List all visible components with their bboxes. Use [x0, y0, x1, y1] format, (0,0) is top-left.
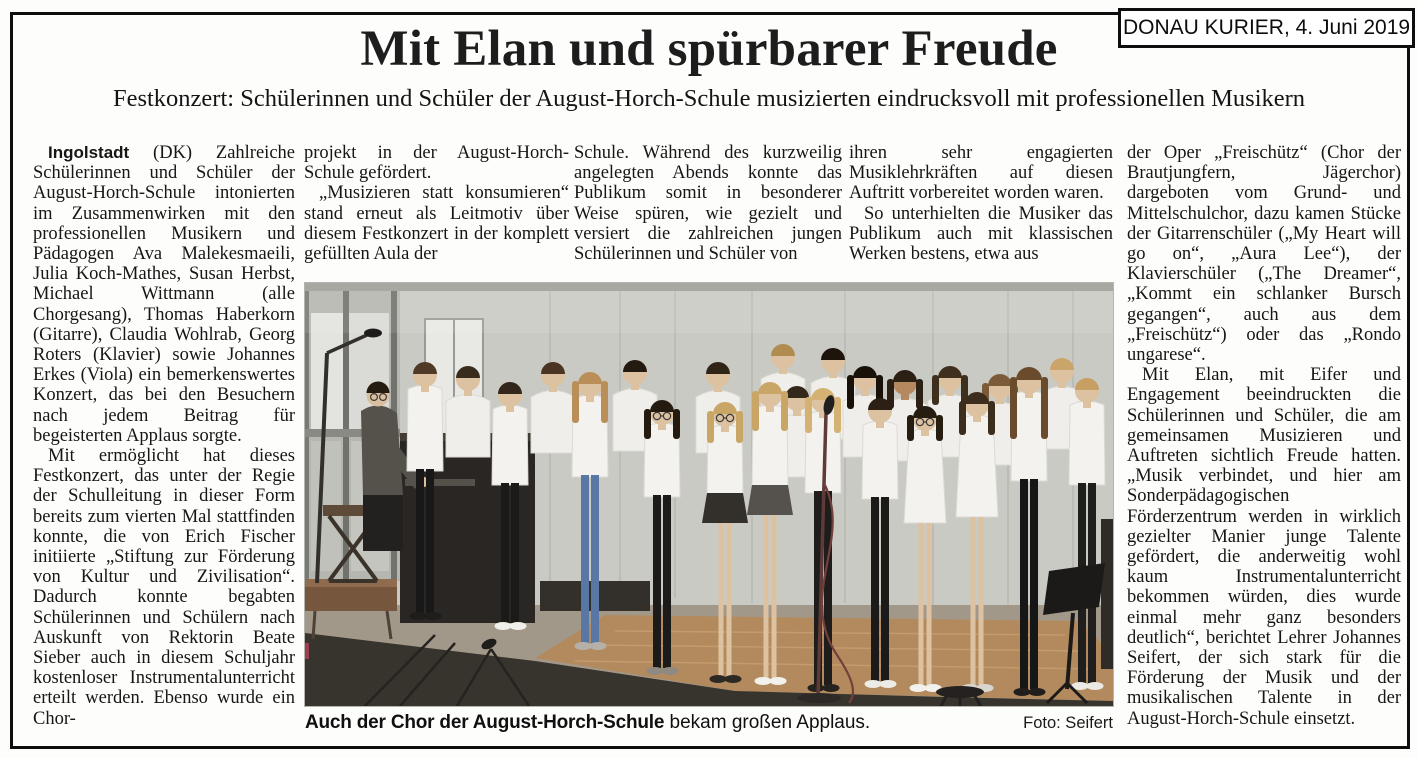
- article-photo: [305, 283, 1113, 706]
- article-column-3: [574, 143, 842, 279]
- paragraph: der Oper „Freischütz“ (Chor der Brautjungfern, Jägerchor) dargeboten vom Grund- und Mittelschulchor, dazu kamen Stücke der Gitarrenschüler („My Heart will go on“, „Aura Lee“), der Klavierschüler („The Dreamer“, „Kommt ein schlanker Bursch gegangen“, auch aus dem „Freischütz“) oder das „Rondo ungarese“.: [1127, 143, 1401, 366]
- paragraph: projekt in der August-Horch-Schule gefördert.: [304, 143, 569, 184]
- paragraph: So unterhielten die Musiker das Publikum auch mit klassischen Werken bestens, etwa aus: [849, 203, 1113, 265]
- photo-credit: Foto: Seifert: [1023, 714, 1113, 732]
- paragraph-text: (DK) Zahlreiche Schülerinnen und Schüler der August-Horch-Schule intonierten im Zusammenwirken mit den professionellen Musikern und Pädagogen Ava Malekesmaeili, Julia Koch-Mathes, Susan Herbst, Michael Wittmann (alle Chorgesang), Thomas Haberkorn (Gitarre), Claudia Wohlrab, Georg Roters (Klavier) sowie Johannes Erkes (Viola) ein bemerkenswertes Konzert, das bei den Besuchern nach jedem Beitrag für begeisterten Applaus sorgte.: [33, 143, 295, 446]
- paragraph: Mit Elan, mit Eifer und Engagement beeindruckten die Schülerinnen und Schüler, die am gemeinsamen Musizieren und Auftreten sichtlich Freude hatten. „Musik verbindet, und hier am Sonderpädagogischen Förderzentrum werden in wirklich gezielter Manier junge Talente gefördert, die anderweitig wohl kaum Instrumentalunterricht bekommen würden, dies wurde einmal mehr ganz besonders deutlich“, berichtet Lehrer Johannes Seifert, der sich stark für die Förderung der Musik und der musikalischen Talente in der August-Horch-Schule einsetzt.: [1127, 365, 1401, 729]
- caption-bold: Auch der Chor der August-Horch-Schule: [305, 712, 665, 733]
- paragraph: „Musizieren statt konsumieren“ stand erneut als Leitmotiv über diesem Festkonzert in der komplett gefüllten Aula der: [304, 183, 569, 265]
- masthead-box: [1118, 8, 1415, 48]
- article-column-1: [33, 143, 295, 747]
- masthead-label: DONAU KURIER, 4. Juni 2019: [1122, 16, 1411, 39]
- caption-text: [305, 712, 870, 734]
- concert-photo-illustration: [305, 283, 1113, 706]
- headline-subtitle: Festkonzert: Schülerinnen und Schüler der August-Horch-Schule musizierten eindrucksvoll mit professionellen Musikern: [112, 85, 1306, 112]
- headline-title: Mit Elan und spürbarer Freude: [360, 21, 1058, 77]
- paragraph: ihren sehr engagierten Musiklehrkräften auf diesen Auftritt vorbereitet worden waren.: [849, 143, 1113, 204]
- paragraph: [33, 143, 295, 446]
- photo-caption: [305, 712, 1113, 734]
- article-column-5: [1127, 143, 1401, 747]
- paragraph: Mit ermöglicht hat dieses Festkonzert, das unter der Regie der Schulleitung in dieser Form bereits zum vierten Mal stattfinden konnte, die von Erich Fischer initiierte „Stiftung zur Förderung von Kultur und Zivilisation“. Dadurch konnte begabten Schülerinnen und Schülern nach Auskunft von Rektorin Beate Sieber auch in diesem Schuljahr kostenloser Instrumentalunterricht erteilt werden. Ebenso wurde ein Chor-: [33, 446, 295, 729]
- article-column-4: [849, 143, 1113, 279]
- article-column-2: [304, 143, 569, 279]
- paragraph: Schule. Während des kurzweilig angelegten Abends konnte das Publikum somit in besonderer Weise spüren, wie gezielt und versiert die zahlreichen jungen Schülerinnen und Schüler von: [574, 143, 842, 265]
- caption-rest: bekam großen Applaus.: [664, 712, 871, 733]
- dateline: Ingolstadt: [48, 143, 130, 162]
